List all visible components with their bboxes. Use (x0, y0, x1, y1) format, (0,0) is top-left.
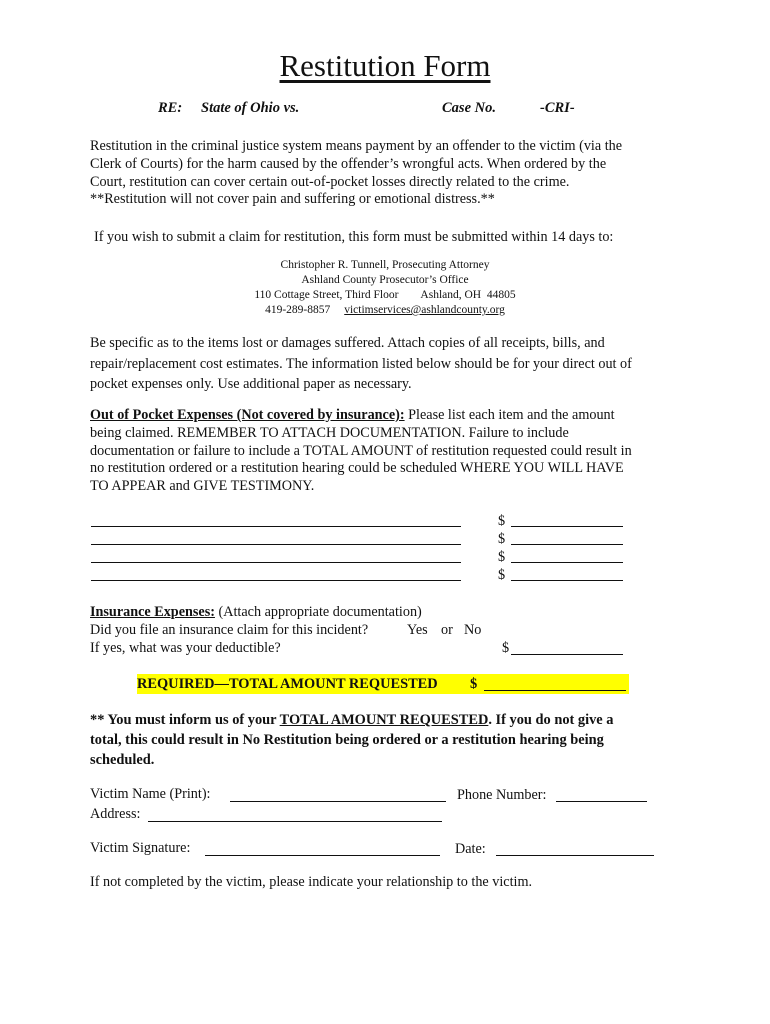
date-label: Date: (455, 841, 486, 857)
expense-amount-field[interactable] (511, 566, 623, 581)
insurance-heading-row (90, 603, 422, 621)
intro-line: Court, restitution can cover certain out-of-pocket losses directly related to the crime. (90, 173, 570, 190)
contact-phone: 419-289-8857 (265, 304, 331, 316)
specific-line: pocket expenses only. Use additional paper as necessary. (90, 376, 412, 392)
address-field[interactable] (148, 806, 442, 822)
contact-phone-email (0, 303, 770, 318)
insurance-note: (Attach appropriate documentation) (214, 604, 422, 620)
oop-line: no restitution ordered or a restitution hearing could be scheduled WHERE YOU WILL HAVE (90, 460, 624, 477)
expense-item-field[interactable] (91, 512, 461, 527)
notice-text: scheduled. (90, 752, 155, 768)
contact-name: Christopher R. Tunnell, Prosecuting Attorney (280, 259, 490, 271)
contact-block (0, 258, 770, 318)
expense-item-field[interactable] (91, 548, 461, 563)
notice-emphasis: TOTAL AMOUNT REQUESTED (279, 712, 489, 728)
total-label: REQUIRED—TOTAL AMOUNT REQUESTED (137, 676, 438, 692)
contact-street: 110 Cottage Street, Third Floor (254, 289, 399, 301)
specific-line: repair/replacement cost estimates. The information listed below should be for your direct out of (90, 355, 632, 372)
oop-line: Please list each item and the amount (404, 407, 615, 423)
oop-heading: Out of Pocket Expenses (Not covered by insurance): (90, 407, 405, 423)
expense-amount-field[interactable] (511, 530, 623, 545)
oop-paragraph (90, 407, 690, 496)
date-field[interactable] (496, 840, 654, 856)
cri-label: -CRI- (540, 100, 575, 116)
phone-field[interactable] (556, 786, 647, 802)
expense-item-field[interactable] (91, 530, 461, 545)
contact-office: Ashland County Prosecutor’s Office (301, 274, 469, 286)
case-no-label: Case No. (442, 100, 496, 116)
deductible-amount-field[interactable] (511, 640, 623, 655)
state-label: State of Ohio vs. (201, 100, 300, 116)
oop-line: being claimed. REMEMBER TO ATTACH DOCUMENTATION. Failure to include (90, 424, 569, 441)
oop-line: TO APPEAR and GIVE TESTIMONY. (90, 478, 315, 495)
signature-label: Victim Signature: (90, 840, 191, 856)
contact-city: Ashland, OH 44805 (420, 289, 516, 301)
insurance-question: Did you file an insurance claim for this incident? (90, 622, 369, 638)
insurance-yes-option[interactable]: Yes (407, 622, 428, 638)
deductible-question: If yes, what was your deductible? (90, 640, 281, 656)
notice-paragraph (90, 710, 690, 770)
intro-line: Clerk of Courts) for the harm caused by the offender’s wrongful acts. When ordered by the (90, 155, 607, 172)
footer-note: If not completed by the victim, please indicate your relationship to the victim. (90, 874, 533, 890)
specific-line: Be specific as to the items lost or damages suffered. Attach copies of all receipts, bills, and (90, 335, 605, 351)
expense-amount-field[interactable] (511, 512, 623, 527)
total-amount-field[interactable] (484, 690, 626, 691)
oop-line: documentation or failure to include a TOTAL AMOUNT of restitution requested could result in (90, 442, 632, 459)
insurance-heading: Insurance Expenses: (90, 604, 215, 620)
currency-symbol: $ (498, 567, 506, 583)
intro-line: **Restitution will not cover pain and suffering or emotional distress.** (90, 191, 495, 208)
victim-name-field[interactable] (230, 786, 446, 802)
contact-email-link[interactable]: victimservices@ashlandcounty.org (344, 304, 505, 316)
contact-address (0, 288, 770, 303)
phone-label: Phone Number: (457, 787, 547, 803)
insurance-no-option[interactable]: No (464, 622, 482, 638)
notice-text: . If you do not give a (488, 712, 614, 728)
insurance-or: or (441, 622, 453, 638)
currency-symbol: $ (498, 513, 506, 529)
victim-name-label: Victim Name (Print): (90, 786, 211, 802)
notice-text: total, this could result in No Restitution being ordered or a restitution hearing being (90, 732, 604, 748)
intro-line: Restitution in the criminal justice system means payment by an offender to the victim (via the (90, 138, 623, 154)
intro-paragraph (90, 138, 690, 209)
specific-paragraph (90, 333, 690, 395)
expense-item-field[interactable] (91, 566, 461, 581)
notice-text: ** You must inform us of your (90, 712, 280, 728)
currency-symbol: $ (498, 531, 506, 547)
signature-field[interactable] (205, 840, 440, 856)
submit-instruction: If you wish to submit a claim for restitution, this form must be submitted within 14 days to: (94, 229, 614, 245)
address-label: Address: (90, 806, 141, 822)
currency-symbol: $ (502, 640, 510, 656)
page-title: Restitution Form (279, 48, 491, 83)
re-label: RE: (158, 100, 183, 116)
currency-symbol: $ (498, 549, 506, 565)
total-currency: $ (470, 676, 478, 692)
expense-amount-field[interactable] (511, 548, 623, 563)
